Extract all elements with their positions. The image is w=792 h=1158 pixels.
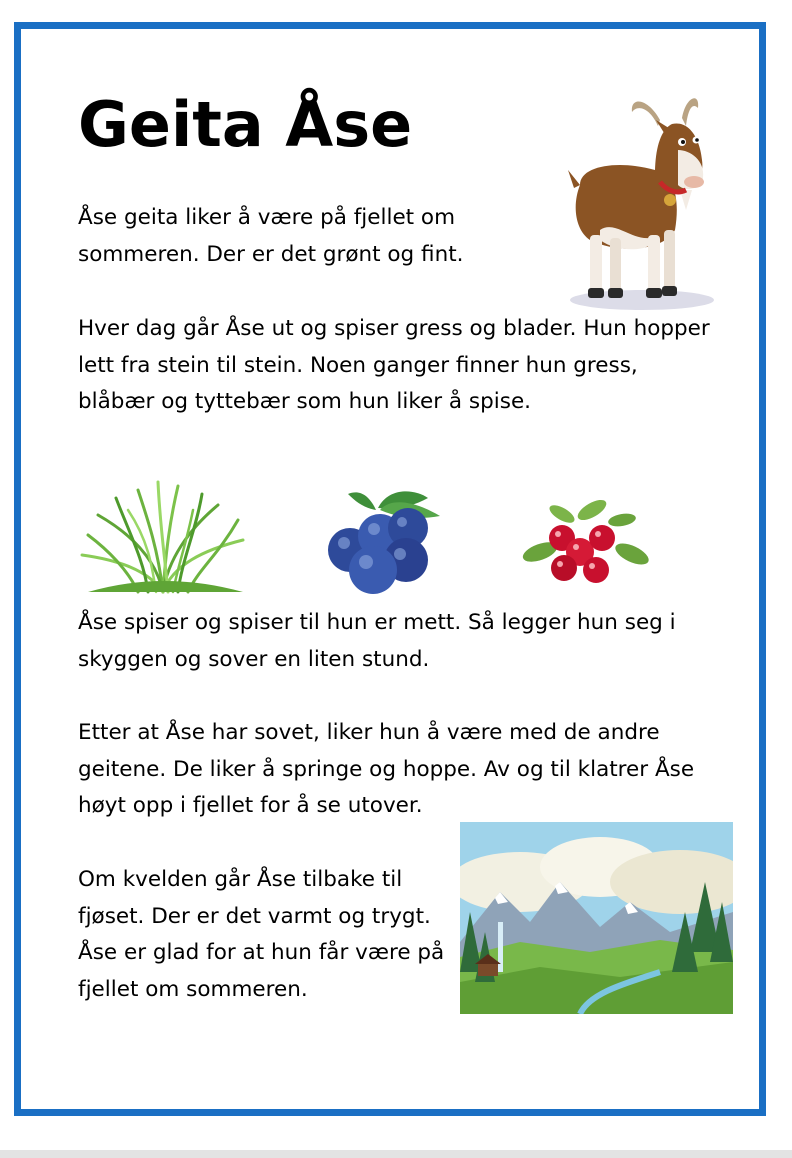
lingonberries-illustration <box>522 492 650 592</box>
paragraph-4: Etter at Åse har sovet, liker hun å være med de andre geitene. De liker å springe og hoppe. Av og til klatrer Åse høyt opp i fjellet for å se utover. <box>78 720 695 818</box>
bottom-strip <box>0 1150 792 1158</box>
grass-illustration <box>78 480 248 595</box>
paragraph-5: Om kvelden går Åse tilbake til fjøset. Der er det varmt og trygt. Åse er glad for at hun får være på fjellet om sommeren. <box>78 867 445 1002</box>
paragraph-1: Åse geita liker å være på fjellet om sommeren. Der er det grønt og fint. <box>78 205 464 267</box>
page-title: Geita Åse <box>78 88 413 161</box>
blueberries-illustration <box>318 488 448 598</box>
paragraph-2: Hver dag går Åse ut og spiser gress og blader. Hun hopper lett fra stein til stein. Noen ganger finner hun gress, blåbær og tyttebær som hun liker å spise. <box>78 316 710 414</box>
mountain-landscape-illustration <box>460 822 733 1014</box>
goat-illustration <box>560 90 730 320</box>
paragraph-3: Åse spiser og spiser til hun er mett. Så legger hun seg i skyggen og sover en liten stund. <box>78 610 676 672</box>
